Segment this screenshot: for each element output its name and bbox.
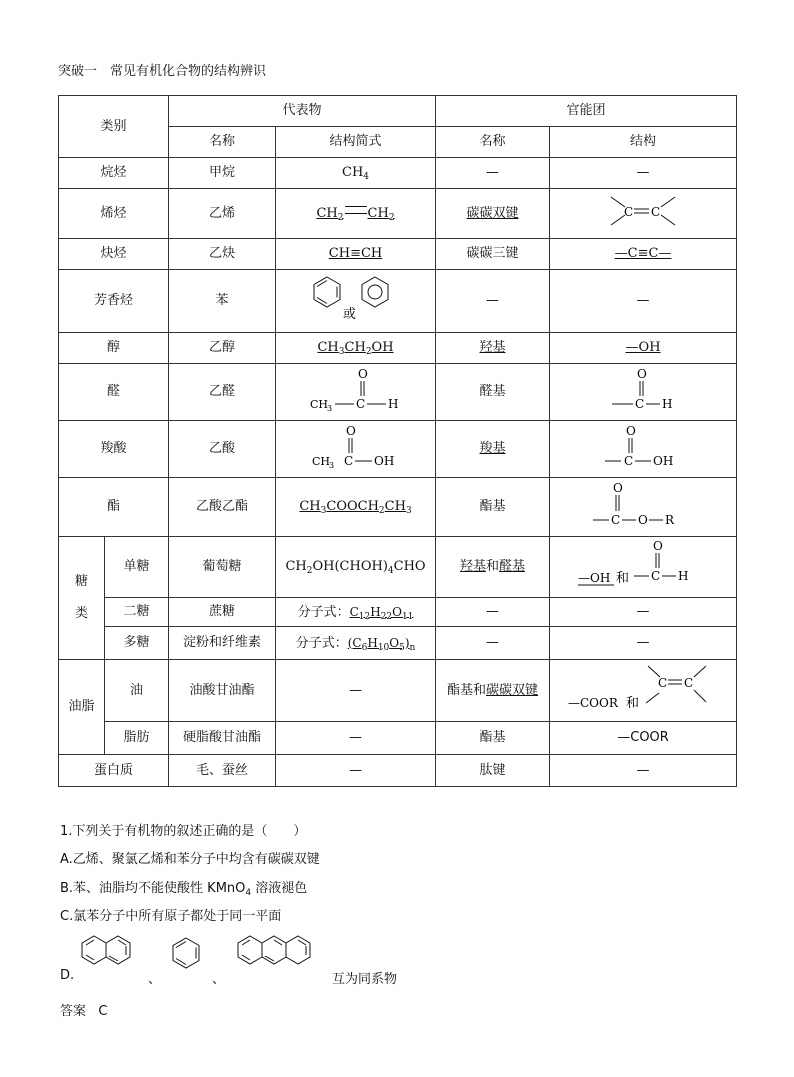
answer-value: C	[98, 1004, 108, 1019]
protein-fg-name: 肽键	[436, 755, 550, 787]
alkyne-fg-structure: —C≡C—	[550, 239, 737, 270]
structure-table	[58, 95, 737, 787]
sugar-poly-sub: 多糖	[105, 627, 169, 660]
alcohol-formula: $CH_3CH_2OH$	[276, 333, 436, 364]
category-aromatic: 芳香烃	[59, 270, 169, 333]
sugar-mono-fg-structure	[550, 537, 737, 598]
aromatic-fg-structure: —	[550, 270, 737, 333]
svg-text:3: 3	[326, 403, 332, 413]
protein-fg-structure: —	[550, 755, 737, 787]
sugar-di-fg-structure: —	[550, 598, 737, 627]
alkene-name: 乙烯	[169, 189, 276, 239]
svg-text:O: O	[638, 512, 648, 527]
svg-text:—COOR: —COOR	[568, 696, 618, 710]
ester-and-double-bond-structure	[568, 660, 718, 716]
svg-text:H: H	[662, 396, 673, 411]
acid-fg-name: 羧基	[436, 421, 550, 478]
aldehyde-name: 乙醛	[169, 364, 276, 421]
category-ester: 酯	[59, 478, 169, 537]
category-alkene: 烯烃	[59, 189, 169, 239]
svg-text:R: R	[665, 512, 675, 527]
ester-fg-name: 酯基	[436, 478, 550, 537]
lipid-fat-name: 硬脂酸甘油酯	[169, 722, 276, 755]
acid-formula	[276, 421, 436, 478]
aromatic-fg-name: —	[436, 270, 550, 333]
sugar-di-formula: 分子式：$C_{12}H_{22}O_{11}$	[276, 598, 436, 627]
svg-text:C: C	[684, 676, 694, 690]
category-acid: 羧酸	[59, 421, 169, 478]
alkane-fg-name: —	[436, 158, 550, 189]
section-title: 突破一 常见有机化合物的结构辨识	[58, 64, 267, 79]
anthracene-structure	[234, 930, 326, 978]
svg-text:3: 3	[328, 460, 334, 470]
svg-text:或: 或	[342, 306, 356, 322]
svg-text:H: H	[678, 568, 689, 583]
acid-fg-structure	[550, 421, 737, 478]
sugar-mono-formula: $CH_2OH(CHOH)_4CHO$	[276, 537, 436, 598]
sugar-di-fg-name: —	[436, 598, 550, 627]
sugar-poly-name: 淀粉和纤维素	[169, 627, 276, 660]
hydroxyl-and-aldehyde-structure	[578, 538, 708, 592]
naphthalene-structure	[78, 930, 142, 978]
header-name: 名称	[169, 127, 276, 158]
header-functional-group: 官能团	[436, 96, 737, 127]
aldehyde-group-structure	[608, 366, 678, 414]
svg-text:O: O	[653, 538, 663, 553]
svg-text:O: O	[613, 480, 623, 495]
svg-text:H: H	[387, 396, 398, 411]
lipid-fat-formula: —	[276, 722, 436, 755]
lipid-oil-sub: 油	[105, 660, 169, 722]
svg-text:和: 和	[616, 570, 630, 586]
option-b: B.苯、油脂均不能使酸性 KMnO$_4$ 溶液褪色	[60, 881, 308, 898]
header-representative: 代表物	[169, 96, 436, 127]
option-c: C.氯苯分子中所有原子都处于同一平面	[60, 909, 282, 924]
acid-name: 乙酸	[169, 421, 276, 478]
category-sugar: 糖 类	[59, 537, 105, 660]
alkyne-name: 乙炔	[169, 239, 276, 270]
svg-text:C: C	[355, 396, 365, 411]
lipid-oil-name: 油酸甘油酯	[169, 660, 276, 722]
protein-formula: —	[276, 755, 436, 787]
sugar-mono-name: 葡萄糖	[169, 537, 276, 598]
category-lipid: 油脂	[59, 660, 105, 755]
category-protein: 蛋白质	[59, 755, 169, 787]
svg-text:O: O	[626, 423, 636, 438]
svg-text:C: C	[624, 205, 634, 219]
category-alkane: 烷烃	[59, 158, 169, 189]
sugar-di-sub: 二糖	[105, 598, 169, 627]
double-bond-structure	[603, 191, 683, 231]
aromatic-formula	[276, 270, 436, 333]
ester-fg-structure	[550, 478, 737, 537]
alcohol-fg-name: 羟基	[436, 333, 550, 364]
alkane-fg-structure: —	[550, 158, 737, 189]
svg-text:OH: OH	[653, 453, 674, 468]
ester-formula: $CH_3COOCH_2CH_3$	[276, 478, 436, 537]
option-a: A.乙烯、聚氯乙烯和苯分子中均含有碳碳双键	[60, 852, 320, 867]
lipid-fat-fg-structure: —COOR	[550, 722, 737, 755]
svg-text:O: O	[357, 366, 368, 381]
sugar-poly-fg-structure: —	[550, 627, 737, 660]
lipid-oil-formula: —	[276, 660, 436, 722]
aldehyde-formula	[276, 364, 436, 421]
header-structure-short: 结构简式	[276, 127, 436, 158]
alcohol-fg-structure: —OH	[550, 333, 737, 364]
alkyne-formula: CH≡CH	[276, 239, 436, 270]
question-stem: 1.下列关于有机物的叙述正确的是（ ）	[60, 824, 307, 839]
alkene-formula: $CH_2$ $CH_2$	[276, 189, 436, 239]
benzene-structure	[168, 934, 204, 978]
svg-text:O: O	[345, 423, 356, 438]
aldehyde-fg-name: 醛基	[436, 364, 550, 421]
svg-text:—OH: —OH	[578, 570, 611, 585]
ester-group-structure	[593, 480, 693, 530]
protein-name: 毛、蚕丝	[169, 755, 276, 787]
category-aldehyde: 醛	[59, 364, 169, 421]
sugar-poly-fg-name: —	[436, 627, 550, 660]
category-alcohol: 醇	[59, 333, 169, 364]
alkene-fg-structure	[550, 189, 737, 239]
header-category: 类别	[59, 96, 169, 158]
alcohol-name: 乙醇	[169, 333, 276, 364]
svg-text:C: C	[343, 453, 353, 468]
svg-text:CH: CH	[309, 397, 328, 411]
acetic-acid-structure	[306, 423, 406, 471]
lipid-oil-fg-structure	[550, 660, 737, 722]
acetaldehyde-structure	[306, 366, 406, 414]
sugar-mono-sub: 单糖	[105, 537, 169, 598]
svg-text:CH: CH	[311, 454, 330, 468]
svg-text:C: C	[651, 568, 661, 583]
benzene-structures	[311, 274, 401, 324]
svg-text:C: C	[635, 396, 645, 411]
lipid-oil-fg-name: 酯基和碳碳双键	[436, 660, 550, 722]
header-fg-name: 名称	[436, 127, 550, 158]
lipid-fat-sub: 脂肪	[105, 722, 169, 755]
header-fg-structure: 结构	[550, 127, 737, 158]
svg-text:O: O	[637, 366, 647, 381]
svg-text:C: C	[651, 205, 661, 219]
alkane-formula: $CH_4$	[276, 158, 436, 189]
svg-text:C: C	[624, 453, 634, 468]
sugar-mono-fg-name: 羟基和醛基	[436, 537, 550, 598]
sugar-di-name: 蔗糖	[169, 598, 276, 627]
lipid-fat-fg-name: 酯基	[436, 722, 550, 755]
aldehyde-fg-structure	[550, 364, 737, 421]
alkene-fg-name: 碳碳双键	[436, 189, 550, 239]
carboxyl-group-structure	[603, 423, 683, 471]
svg-text:C: C	[611, 512, 621, 527]
svg-text:C: C	[658, 676, 668, 690]
option-d: D. 、 、 互为同系物	[60, 930, 460, 990]
category-alkyne: 炔烃	[59, 239, 169, 270]
answer-line: 答案 C	[60, 1004, 108, 1019]
aromatic-name: 苯	[169, 270, 276, 333]
svg-text:和: 和	[626, 696, 640, 711]
alkyne-fg-name: 碳碳三键	[436, 239, 550, 270]
svg-text:OH: OH	[373, 453, 394, 468]
sugar-poly-formula: 分子式：$(C_6H_{10}O_5)_n$	[276, 627, 436, 660]
alkane-name: 甲烷	[169, 158, 276, 189]
ester-name: 乙酸乙酯	[169, 478, 276, 537]
